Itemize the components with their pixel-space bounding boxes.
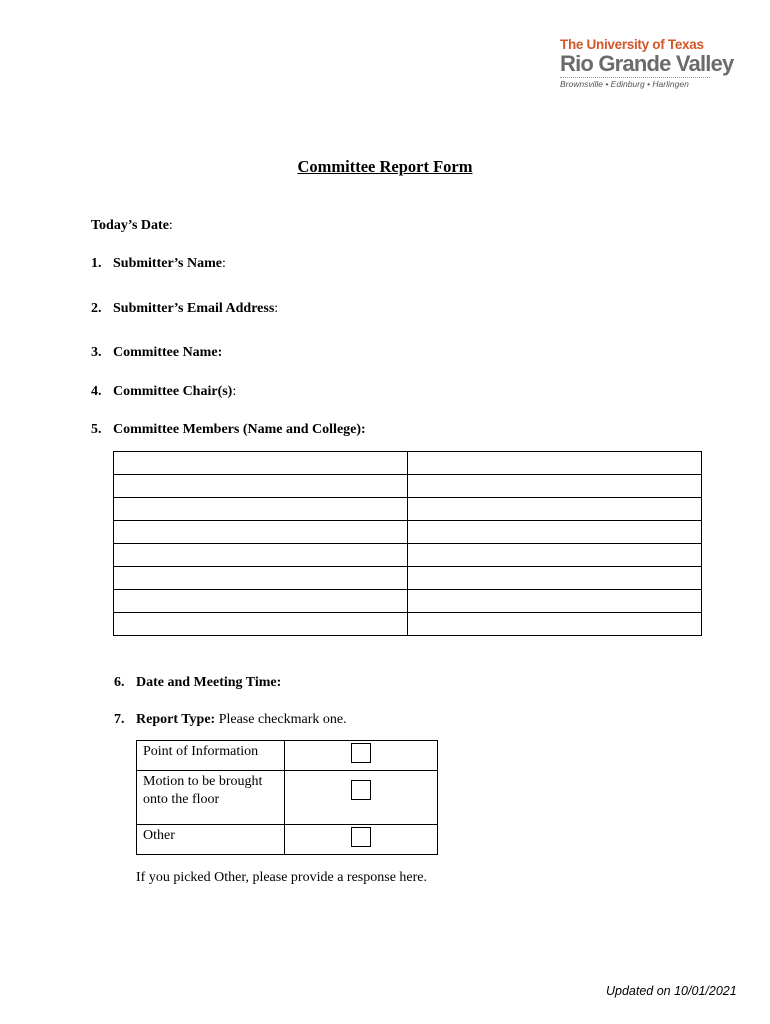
member-college-cell[interactable] xyxy=(408,521,702,544)
committee-members-heading xyxy=(91,422,366,438)
submitter-name-label: Submitter’s Name xyxy=(113,256,222,271)
item-number: 3. xyxy=(91,345,102,360)
committee-name-field[interactable] xyxy=(91,345,222,361)
meeting-time-field[interactable] xyxy=(114,675,281,691)
member-name-cell[interactable] xyxy=(114,475,408,498)
committee-name-label: Committee Name: xyxy=(113,345,223,360)
report-type-option-label: Point of Information xyxy=(137,741,285,771)
item-number: 2. xyxy=(91,301,102,316)
committee-chair-field[interactable]: 4. Committee Chair(s): xyxy=(91,384,237,399)
table-row xyxy=(114,544,702,567)
table-row xyxy=(114,567,702,590)
other-checkbox[interactable] xyxy=(351,827,371,847)
committee-chair-label: Committee Chair(s) xyxy=(113,384,233,399)
report-type-row xyxy=(137,771,438,825)
member-college-cell[interactable] xyxy=(408,498,702,521)
member-name-cell[interactable] xyxy=(114,452,408,475)
motion-checkbox[interactable] xyxy=(351,780,371,800)
logo-line1: The University of Texas xyxy=(560,37,704,52)
member-name-cell[interactable] xyxy=(114,590,408,613)
report-type-option-label: Other xyxy=(137,825,285,855)
logo-line2: Rio Grande Valley xyxy=(560,51,734,76)
logo-campuses: Brownsville • Edinburg • Harlingen xyxy=(560,79,689,89)
report-type-row xyxy=(137,741,438,771)
committee-members-label: Committee Members (Name and College): xyxy=(113,422,366,437)
member-name-cell[interactable] xyxy=(114,521,408,544)
member-college-cell[interactable] xyxy=(408,613,702,636)
table-row xyxy=(114,498,702,521)
table-row xyxy=(114,613,702,636)
report-type-label: Report Type: xyxy=(136,712,216,727)
member-name-cell[interactable] xyxy=(114,567,408,590)
submitter-email-label: Submitter’s Email Address xyxy=(113,301,275,316)
report-type-heading xyxy=(114,712,347,728)
member-college-cell[interactable] xyxy=(408,475,702,498)
report-type-checkbox-cell xyxy=(285,771,438,825)
university-logo xyxy=(560,38,735,90)
item-number: 5. xyxy=(91,422,102,437)
other-response-prompt[interactable]: If you picked Other, please provide a response here. xyxy=(136,870,427,885)
report-type-row xyxy=(137,825,438,855)
committee-members-table xyxy=(113,451,702,636)
item-number: 4. xyxy=(91,384,102,399)
meeting-time-label: Date and Meeting Time: xyxy=(136,675,282,690)
todays-date-field[interactable]: Today’s Date: xyxy=(91,218,173,233)
member-name-cell[interactable] xyxy=(114,544,408,567)
submitter-email-field[interactable]: 2. Submitter’s Email Address: xyxy=(91,301,279,316)
point-of-information-checkbox[interactable] xyxy=(351,743,371,763)
report-type-checkbox-cell xyxy=(285,741,438,771)
member-name-cell[interactable] xyxy=(114,613,408,636)
report-type-checkbox-cell xyxy=(285,825,438,855)
item-number: 1. xyxy=(91,256,102,271)
report-type-table xyxy=(136,740,438,855)
item-number: 7. xyxy=(114,712,125,727)
table-row xyxy=(114,521,702,544)
report-type-option-label: Motion to be brought onto the floor xyxy=(137,771,285,825)
member-college-cell[interactable] xyxy=(408,567,702,590)
member-college-cell[interactable] xyxy=(408,452,702,475)
page-title: Committee Report Form xyxy=(297,157,473,176)
todays-date-label: Today’s Date xyxy=(91,218,169,233)
updated-date-footer: Updated on 10/01/2021 xyxy=(606,984,737,998)
table-row xyxy=(114,475,702,498)
item-number: 6. xyxy=(114,675,125,690)
logo-divider xyxy=(560,77,710,78)
member-name-cell[interactable] xyxy=(114,498,408,521)
submitter-name-field[interactable]: 1. Submitter’s Name: xyxy=(91,256,226,271)
member-college-cell[interactable] xyxy=(408,590,702,613)
table-row xyxy=(114,452,702,475)
member-college-cell[interactable] xyxy=(408,544,702,567)
report-type-instruction: Please checkmark one. xyxy=(215,712,347,727)
table-row xyxy=(114,590,702,613)
